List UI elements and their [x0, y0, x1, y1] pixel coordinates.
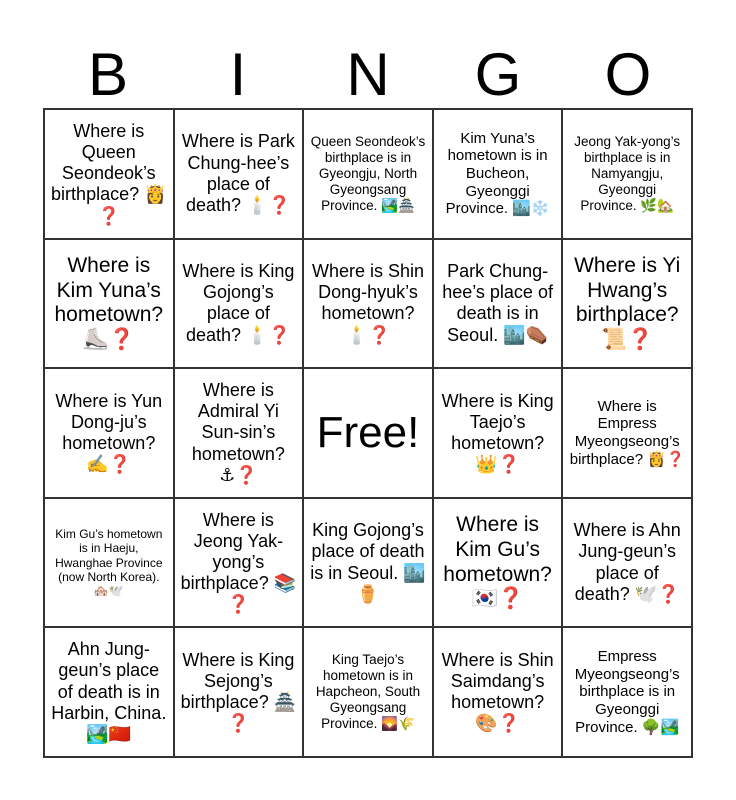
bingo-cell-text: Where is King Gojong’s place of death? 🕯️❓ — [182, 260, 295, 345]
bingo-cell-text: Where is Shin Dong-hyuk’s hometown? 🕯️❓ — [311, 260, 425, 345]
bingo-cell[interactable] — [562, 368, 692, 498]
bingo-cell-text: Ahn Jung-geun’s place of death is in Harbin, China. 🏞️🇨🇳 — [51, 639, 167, 745]
bingo-cell-text: Where is Queen Seondeok’s birthplace? 👸❓ — [51, 120, 167, 226]
bingo-cell[interactable] — [44, 498, 174, 628]
bingo-cell[interactable] — [433, 368, 563, 498]
bingo-cell-text: Where is Park Chung-hee’s place of death? 🕯️❓ — [181, 131, 295, 216]
bingo-cell-text: Jeong Yak-yong’s birthplace is in Namyangju, Gyeonggi Province. 🌿🏡 — [574, 133, 681, 213]
bingo-cell-text: Where is Yun Dong-ju’s hometown? ✍️❓ — [55, 390, 163, 475]
header-letter-i: I — [229, 41, 247, 108]
bingo-cell[interactable] — [174, 239, 304, 369]
free-space[interactable] — [303, 368, 433, 498]
bingo-cell[interactable] — [562, 627, 692, 757]
bingo-cell-text: King Gojong’s place of death is in Seoul. 🏙️⚱️ — [310, 520, 426, 604]
bingo-grid — [43, 108, 693, 758]
bingo-cell[interactable] — [433, 627, 563, 757]
bingo-cell-text: Where is Kim Gu’s hometown? 🇰🇷❓ — [443, 513, 552, 611]
header-letter-o: O — [604, 41, 652, 108]
bingo-cell-text: Where is Kim Yuna’s hometown? ⛸️❓ — [54, 253, 164, 352]
bingo-cell-text: Where is King Taejo’s hometown? 👑❓ — [441, 390, 554, 475]
bingo-cell-text: Kim Yuna’s hometown is in Bucheon, Gyeonggi Province. 🏙️❄️ — [445, 129, 550, 218]
bingo-cell[interactable] — [433, 109, 563, 239]
bingo-cell[interactable] — [303, 498, 433, 628]
bingo-cell[interactable] — [44, 109, 174, 239]
bingo-cell-text: Empress Myeongseong’s birthplace is in Gyeonggi Province. 🌳🏞️ — [574, 647, 680, 736]
bingo-cell[interactable] — [174, 109, 304, 239]
bingo-cell-text: Where is Shin Saimdang’s hometown? 🎨❓ — [441, 649, 554, 734]
bingo-cell[interactable] — [174, 627, 304, 757]
bingo-cell[interactable] — [174, 498, 304, 628]
bingo-cell-text: Where is Empress Myeongseong’s birthplace? 👸❓ — [569, 397, 685, 468]
bingo-header — [43, 41, 693, 108]
bingo-cell-text: Where is Yi Hwang’s birthplace? 📜❓ — [574, 253, 681, 352]
bingo-cell[interactable] — [562, 498, 692, 628]
bingo-cell[interactable] — [562, 239, 692, 369]
bingo-cell[interactable] — [303, 627, 433, 757]
bingo-cell[interactable] — [174, 368, 304, 498]
header-letter-b: B — [87, 41, 129, 108]
bingo-cell[interactable] — [433, 239, 563, 369]
bingo-cell-text: Queen Seondeok’s birthplace is in Gyeongju, North Gyeongsang Province. 🏞️🏯 — [310, 133, 426, 213]
bingo-cell[interactable] — [44, 368, 174, 498]
free-space-label: Free! — [316, 408, 420, 458]
bingo-cell-text: Where is Jeong Yak-yong’s birthplace? 📚❓ — [180, 509, 297, 615]
header-letter-n: N — [346, 41, 390, 108]
bingo-cell-text: Kim Gu’s hometown is in Haeju, Hwanghae Province (now North Korea). 🏘️🕊️ — [55, 527, 163, 598]
bingo-cell[interactable] — [562, 109, 692, 239]
bingo-cell[interactable] — [433, 498, 563, 628]
bingo-cell[interactable] — [44, 239, 174, 369]
bingo-cell-text: Where is King Sejong’s birthplace? 🏯❓ — [180, 649, 297, 734]
bingo-cell[interactable] — [303, 109, 433, 239]
bingo-cell-text: Where is Admiral Yi Sun-sin’s hometown? ⚓❓ — [191, 379, 285, 485]
bingo-cell-text: Park Chung-hee’s place of death is in Seoul. 🏙️⚰️ — [442, 260, 553, 345]
header-letter-g: G — [474, 41, 522, 108]
bingo-cell-text: Where is Ahn Jung-geun’s place of death? 🕊️❓ — [573, 520, 681, 604]
bingo-cell[interactable] — [303, 239, 433, 369]
bingo-cell-text: King Taejo’s hometown is in Hapcheon, South Gyeongsang Province. 🌄🌾 — [315, 652, 421, 732]
bingo-cell[interactable] — [44, 627, 174, 757]
